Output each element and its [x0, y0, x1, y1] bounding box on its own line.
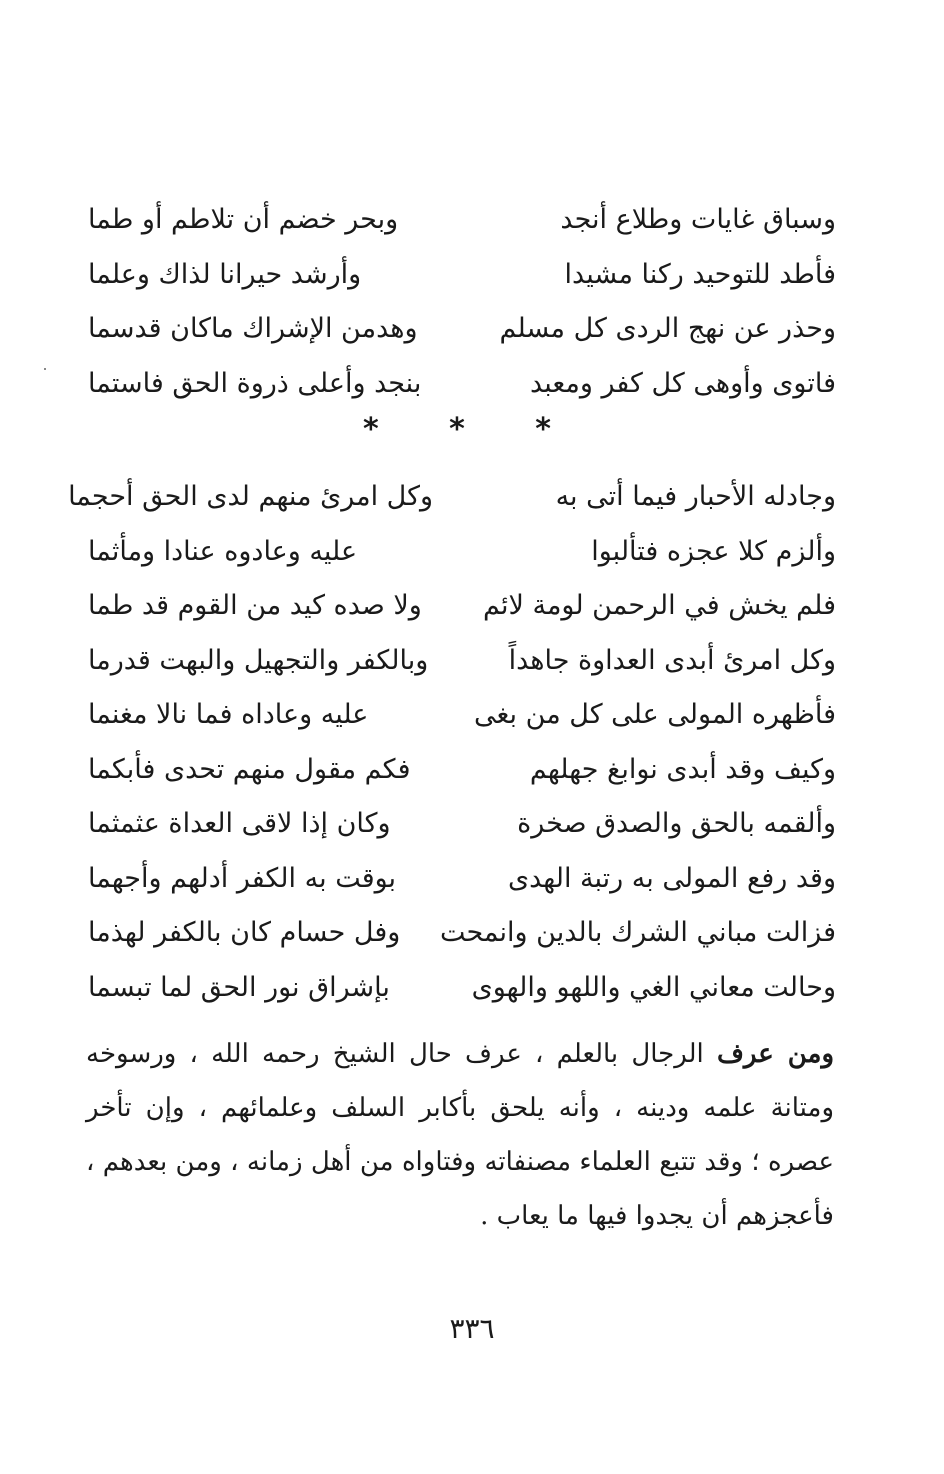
- verse-first-hemistich: وقد رفع المولى به رتبة الهدى: [507, 862, 836, 894]
- verse-second-hemistich: وأرشد حيرانا لذاك وعلما: [88, 258, 362, 290]
- verse-line: [88, 357, 836, 412]
- poem-stanza-2: [68, 470, 836, 1015]
- prose-lead-words: ومن عرف: [716, 1039, 835, 1069]
- verse-first-hemistich: وجادله الأحبار فيما أتى به: [555, 481, 836, 513]
- prose-paragraph: [86, 1027, 834, 1243]
- verse-first-hemistich: وسباق غايات وطلاع أنجد: [560, 204, 836, 236]
- verse-line: [88, 579, 836, 634]
- verse-line: [88, 248, 836, 303]
- verse-line: [88, 797, 836, 852]
- verse-second-hemistich: وكل امرئ منهم لدى الحق أحجما: [68, 481, 433, 513]
- verse-second-hemistich: بنجد وأعلى ذروة الحق فاستما: [88, 367, 422, 399]
- verse-second-hemistich: عليه وعادوه عنادا ومأثما: [88, 535, 358, 567]
- verse-first-hemistich: وحذر عن نهج الردى كل مسلم: [499, 313, 836, 345]
- verse-line: [88, 852, 836, 907]
- verse-first-hemistich: فلم يخش في الرحمن لومة لائم: [483, 590, 836, 622]
- verse-second-hemistich: عليه وعاداه فما نالا مغنما: [88, 699, 369, 731]
- verse-second-hemistich: وبحر خضم أن تلاطم أو طما: [88, 204, 399, 236]
- verse-first-hemistich: وحالت معاني الغي واللهو والهوى: [471, 971, 836, 1003]
- verse-second-hemistich: بوقت به الكفر أدلهم وأجهما: [88, 862, 397, 894]
- verse-first-hemistich: وألقمه بالحق والصدق صخرة: [517, 808, 836, 840]
- verse-first-hemistich: فأطد للتوحيد ركنا مشيدا: [564, 258, 836, 290]
- verse-second-hemistich: وكان إذا لاقى العداة عثمثما: [88, 808, 391, 840]
- verse-first-hemistich: فأظهره المولى على كل من بغى: [474, 699, 836, 731]
- verse-second-hemistich: فكم مقول منهم تحدى فأبكما: [88, 753, 411, 785]
- verse-line: [88, 961, 836, 1016]
- verse-line: [88, 688, 836, 743]
- verse-line: [68, 470, 836, 525]
- verse-line: [88, 302, 836, 357]
- margin-speck: [44, 368, 46, 370]
- stanza-separator: * * *: [363, 412, 581, 447]
- verse-second-hemistich: بإشراق نور الحق لما تبسما: [88, 971, 390, 1003]
- verse-line: [88, 634, 836, 689]
- verse-second-hemistich: ولا صده كيد من القوم قد طما: [88, 590, 422, 622]
- verse-first-hemistich: فاتوى وأوهى كل كفر ومعبد: [530, 367, 836, 399]
- verse-line: [88, 906, 836, 961]
- poem-stanza-1: [88, 193, 836, 411]
- verse-second-hemistich: وبالكفر والتجهيل والبهت قدرما: [88, 644, 429, 676]
- verse-first-hemistich: وكل امرئ أبدى العداوة جاهداً: [508, 644, 836, 676]
- verse-first-hemistich: فزالت مباني الشرك بالدين وانمحت: [439, 917, 836, 949]
- verse-first-hemistich: وألزم كلا عجزه فتألبوا: [591, 535, 836, 567]
- verse-first-hemistich: وكيف وقد أبدى نوابغ جهلهم: [529, 753, 836, 785]
- page-number: ٣٣٦: [449, 1312, 495, 1345]
- verse-second-hemistich: وهدمن الإشراك ماكان قدسما: [88, 313, 418, 345]
- prose-body: الرجال بالعلم ، عرف حال الشيخ رحمه الله ، ورسوخه ومتانة علمه ودينه ، وأنه يلحق بأكابر السلف وعلمائهم ، وإن تأخر عصره ؛ وقد تتبع العلماء مصنفاته وفتاواه من أهل زمانه ، ومن بعدهم ، فأعجزهم أن يجدوا فيها ما يعاب .: [86, 1039, 834, 1231]
- verse-line: [88, 525, 836, 580]
- verse-line: [88, 743, 836, 798]
- verse-second-hemistich: وفل حسام كان بالكفر لهذما: [88, 917, 401, 949]
- verse-line: [88, 193, 836, 248]
